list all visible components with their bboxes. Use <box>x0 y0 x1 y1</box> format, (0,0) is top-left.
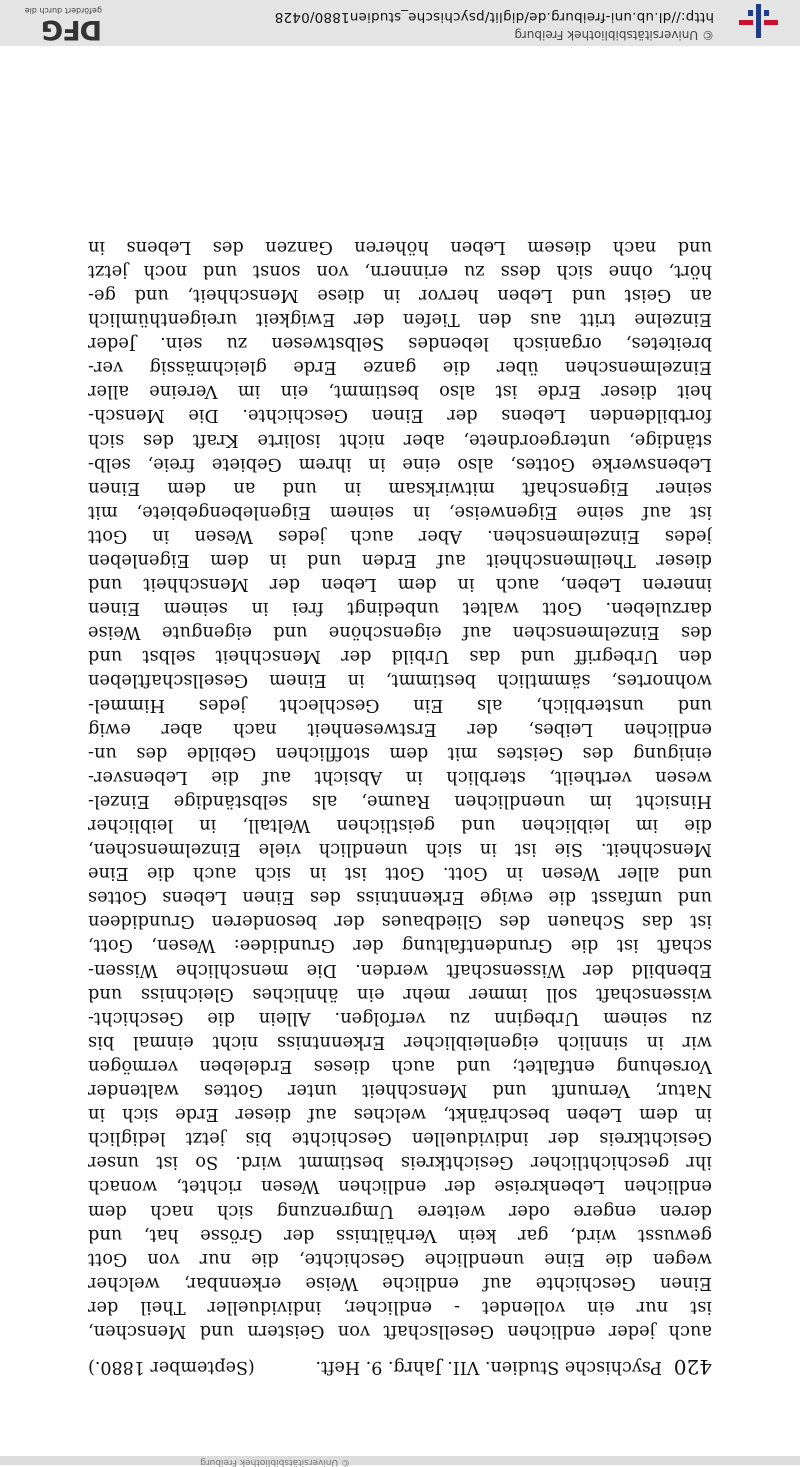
text-line: Ebenbild der Wissenschaft werden. Die menschliche Wissen- <box>88 959 712 981</box>
issue-date: (September 1880.) <box>88 1357 255 1377</box>
text-line: heit dieser Erde ist also bestimmt, ein im Vereine aller <box>88 381 712 403</box>
page-header <box>88 1349 712 1379</box>
text-line: und umfasst die ewige Erkenntniss des Einen Lebens Gottes <box>88 887 712 909</box>
text-line: den Urbegriff und das Urbild der Menschheit selbst und <box>88 646 712 668</box>
text-line: und aller Wesen in Gott. Gott ist in sich auch die Eine <box>88 863 712 885</box>
text-line: ständige, untergeordnete, aber nicht isolirte Kraft des sich <box>88 429 712 451</box>
text-line: ist nur ein vollendet - endlicher, individueller Theil der <box>88 1296 712 1318</box>
text-line: einigung des Geistes mit dem stofflichen Gebilde des un- <box>88 742 712 764</box>
dfg-logo-text: DFG <box>41 14 102 45</box>
text-line: ist auf seine Eigenweise, in seinem Eigenlebengebiete, mit <box>88 501 712 523</box>
text-line: ist das Schauen des Gliedbaues der besonderen Grundideen <box>88 911 712 933</box>
text-line: endlichen Leibes, der Erstwesenheit nach aber ewig <box>88 718 712 740</box>
dfg-logo[interactable] <box>12 3 102 43</box>
dfg-subtitle: gefördert durch die <box>24 6 102 15</box>
text-line: schaft ist die Grundentfaltung der Grundidee: Wesen, Gott, <box>88 935 712 957</box>
text-line: ihr geschichtlicher Gesichtkreis bestimmt wird. So ist unser <box>88 1152 712 1174</box>
running-title: Psychische Studien. VII. Jahrg. 9. Heft. <box>315 1357 662 1377</box>
text-line: und nach diesem Leben höheren Ganzen des Lebens in <box>88 236 712 258</box>
text-line: wissenschaft soll immer mehr ein ähnliches Gleichniss und <box>88 983 712 1005</box>
text-line: wir in sinnlich eigenleiblicher Erkenntniss nicht einmal bis <box>88 1031 712 1053</box>
text-line: an Geist und Leben hervor in diese Menschheit, und ge- <box>88 284 712 306</box>
text-line: Natur, Vernunft und Menschheit unter Gottes waltender <box>88 1080 712 1102</box>
text-line: dieser Theilmenschheit auf Erden und in dem Eigenleben <box>88 550 712 571</box>
text-line: fortbildenden Lebens der Einen Geschichte. Die Mensch- <box>88 405 712 427</box>
bottom-ghost-credit: © Universitätsbibliothek Freiburg <box>200 1457 350 1467</box>
text-line: Einzelmenschen über die ganze Erde gleichmässig ver- <box>88 357 712 379</box>
text-line: darzuleben. Gott waltet unbedingt frei in seinem Einen <box>88 598 712 620</box>
text-line: auch jeder endlichen Gesellschaft von Geistern und Menschen, <box>88 1321 712 1342</box>
text-line: gewusst wird, gar kein Verhältniss der Grösse hat, und <box>88 1224 712 1246</box>
text-line: zu seinem Urbeginn zu verfolgen. Allein die Geschicht- <box>88 1007 712 1029</box>
page-number: 420 <box>673 1355 712 1379</box>
text-line: hört, ohne sich dess zu erinnern, von sonst und noch jetzt <box>88 260 712 282</box>
text-line: inneren Leben, auch in dem Leben der Menschheit und <box>88 574 712 596</box>
text-line: wesen vertheilt, sterblich in Absicht auf die Lebensver- <box>88 766 712 788</box>
text-line: Gesichtkreis der individuellen Geschichte bis jetzt lediglich <box>88 1128 712 1150</box>
text-line: in dem Leben beschränkt, welches auf dieser Erde sich in <box>88 1104 712 1126</box>
text-line: Hinsicht im unendlichen Raume, als selbständige Einzel- <box>88 790 712 812</box>
document-url[interactable]: http://dl.ub.uni-freiburg.de/diglit/psychische_studien1880/0428 <box>274 9 714 25</box>
text-line: seiner Eigenschaft mitwirksam in und an dem Einen <box>88 477 712 499</box>
text-line: Einzelne tritt aus den Tiefen der Ewigkeit ureigenthümlich <box>88 309 712 331</box>
text-line: und unsterblich, als Ein Geschlecht jedes Himmel- <box>88 694 712 716</box>
bottom-strip <box>0 1456 800 1465</box>
text-line: Menschheit. Sie ist in sich unendlich viele Einzelmenschen, <box>88 839 712 861</box>
text-line: Einen Geschichte auf endliche Weise erkennbar, welcher <box>88 1272 712 1294</box>
text-line: Lebenswerke Gottes, also eine in ihrem Gebiete freie, selb- <box>88 453 712 475</box>
text-line: deren engere oder weitere Umgrenzung sich nach dem <box>88 1200 712 1222</box>
text-line: wohnortes, sämmtlich bestimmt, in Einem Gesellschaftleben <box>88 670 712 692</box>
text-line: wegen die Eine unendliche Geschichte, die nur von Gott <box>88 1248 712 1270</box>
text-line: jedes Einzelmenschen. Aber auch jedes Wesen in Gott <box>88 525 712 547</box>
viewer-toolbar <box>0 0 800 46</box>
text-line: breitetes, organisch lebendes Selbstwesen zu sein. Jeder <box>88 333 712 355</box>
university-library-logo-icon[interactable] <box>738 4 778 38</box>
text-line: die im leiblichen und geistlichen Weltall, in leiblicher <box>88 815 712 837</box>
text-line: endlichen Lebenkreise der endlichen Wesen richtet, wonach <box>88 1176 712 1198</box>
copyright-credit: © Universitätsbibliothek Freiburg <box>514 28 714 42</box>
body-text <box>88 235 712 1343</box>
text-line: des Einzelmenschen auf eigenschöne und eigengute Weise <box>88 622 712 644</box>
text-line: Vorsehung entfaltet; und auch dieses Erdeleben vermögen <box>88 1055 712 1077</box>
